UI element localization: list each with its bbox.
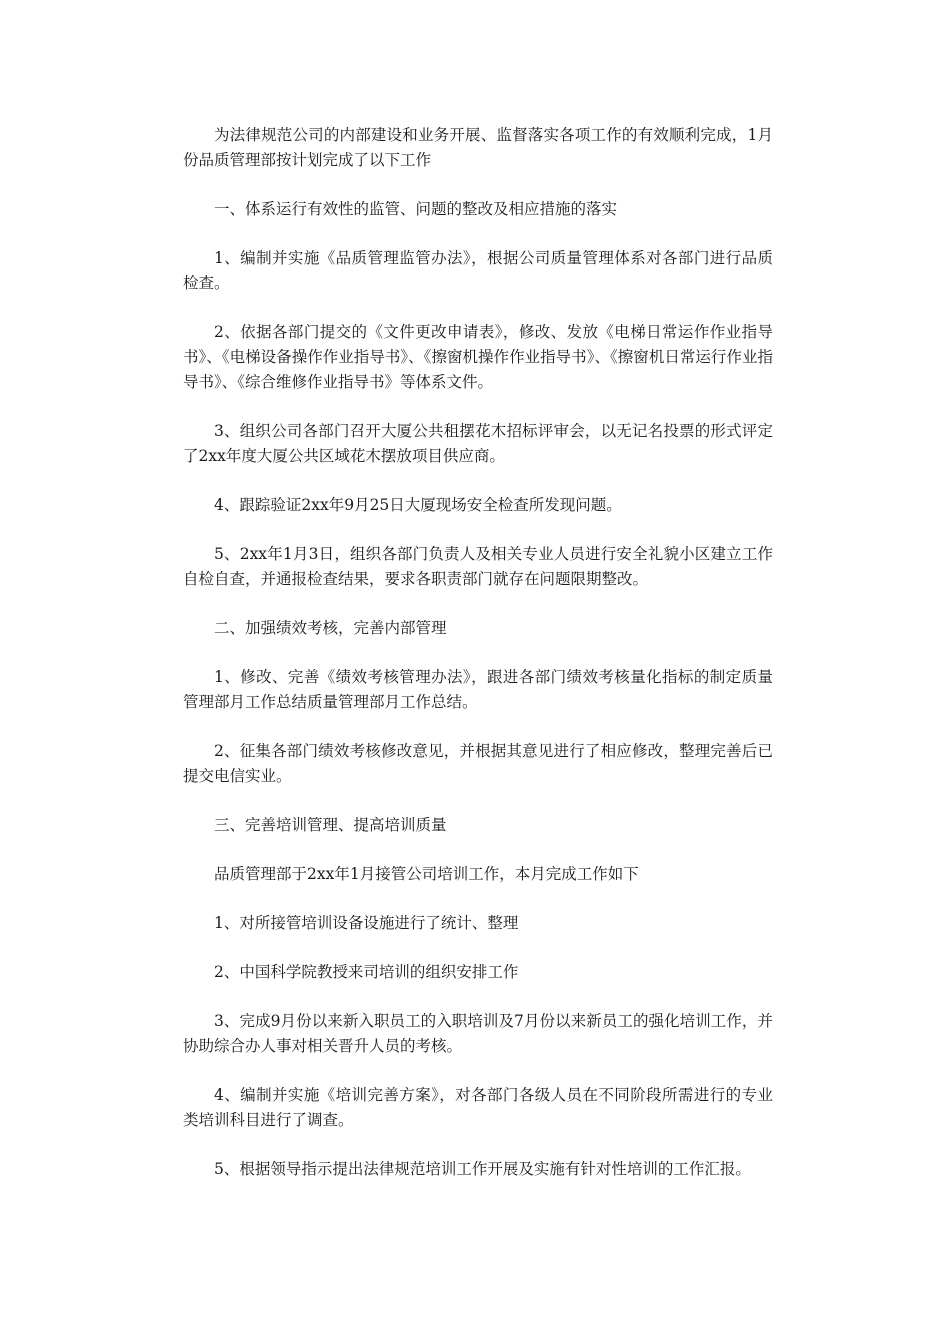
list-item: 2、依据各部门提交的《文件更改申请表》，修改、发放《电梯日常运作作业指导书》、《电梯设备操作作业指导书》、《擦窗机操作作业指导书》、《擦窗机日常运行作业指导书》、《综合维修作业指导书》等体系文件。 <box>183 323 773 391</box>
list-item: 2、中国科学院教授来司培训的组织安排工作 <box>214 963 519 981</box>
list-item: 5、根据领导指示提出法律规范培训工作开展及实施有针对性培训的工作汇报。 <box>214 1160 751 1178</box>
intro-paragraph: 为法律规范公司的内部建设和业务开展、监督落实各项工作的有效顺利完成，1月份品质管理部按计划完成了以下工作 <box>183 126 773 169</box>
list-item: 4、编制并实施《培训完善方案》，对各部门各级人员在不同阶段所需进行的专业类培训科目进行了调查。 <box>183 1086 773 1129</box>
section-heading-3: 三、完善培训管理、提高培训质量 <box>214 816 447 834</box>
section-intro: 品质管理部于2xx年1月接管公司培训工作，本月完成工作如下 <box>214 865 639 883</box>
list-item: 1、对所接管培训设备设施进行了统计、整理 <box>214 914 519 932</box>
section-heading-2: 二、加强绩效考核，完善内部管理 <box>214 619 447 637</box>
list-item: 3、组织公司各部门召开大厦公共租摆花木招标评审会，以无记名投票的形式评定了2xx年度大厦公共区域花木摆放项目供应商。 <box>183 422 773 465</box>
list-item: 1、编制并实施《品质管理监管办法》，根据公司质量管理体系对各部门进行品质检查。 <box>183 249 773 292</box>
list-item: 1、修改、完善《绩效考核管理办法》，跟进各部门绩效考核量化指标的制定质量管理部月工作总结质量管理部月工作总结。 <box>183 668 773 711</box>
document-body <box>183 123 773 1206</box>
list-item: 4、跟踪验证2xx年9月25日大厦现场安全检查所发现问题。 <box>214 496 622 514</box>
list-item: 5、2xx年1月3日，组织各部门负责人及相关专业人员进行安全礼貌小区建立工作自检自查，并通报检查结果，要求各职责部门就存在问题限期整改。 <box>183 545 773 588</box>
section-heading-1: 一、体系运行有效性的监管、问题的整改及相应措施的落实 <box>214 200 618 218</box>
list-item: 3、完成9月份以来新入职员工的入职培训及7月份以来新员工的强化培训工作，并协助综合办人事对相关晋升人员的考核。 <box>183 1012 773 1055</box>
list-item: 2、征集各部门绩效考核修改意见，并根据其意见进行了相应修改，整理完善后已提交电信实业。 <box>183 742 773 785</box>
